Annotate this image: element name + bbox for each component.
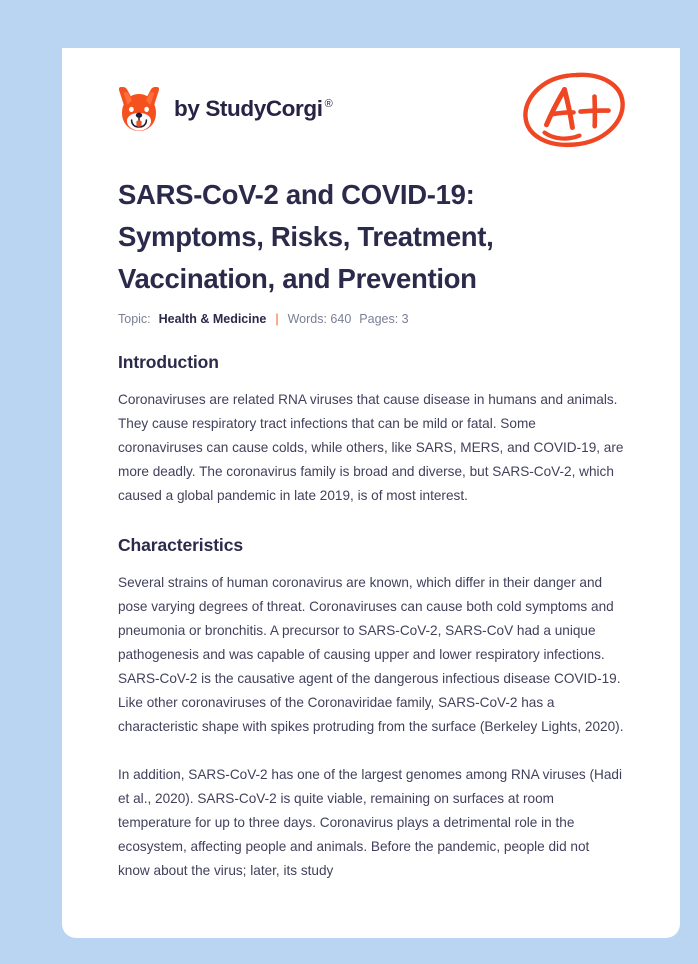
brand-name: StudyCorgi [205,95,323,121]
page-count: Pages: 3 [359,312,409,327]
studycorgi-brand[interactable] [118,86,332,132]
paragraph: Several strains of human coronavirus are known, which differ in their danger and pose varying degrees of threat. Coronaviruses can cause both cold symptoms and pneumonia or bronchitis. A precursor to SARS-CoV-2, SARS-CoV had a unique pathogenesis and was capable of causing upper and lower respiratory infections. SARS-CoV-2 is the causative agent of the dangerous infectious disease COVID-19. Like other coronaviruses of the Coronaviridae family, SARS-CoV-2 has a characteristic shape with spikes protruding from the surface (Berkeley Lights, 2020). [118,575,624,735]
topic-label: Topic: [118,312,151,327]
page-title: SARS-CoV-2 and COVID-19: Symptoms, Risks, Treatment, Vaccination, and Prevention [118,179,494,294]
section-characteristics [118,535,624,883]
registered-mark-icon: ® [324,98,333,111]
document-paper [62,48,680,938]
brand-wordmark [174,95,333,121]
section-heading: Characteristics [118,535,243,556]
corgi-logo-icon [118,86,160,132]
paragraph: In addition, SARS-CoV-2 has one of the largest genomes among RNA viruses (Hadi et al., 2020). SARS-CoV-2 is quite viable, remaining on surfaces at room temperature for up to three days. Coronavirus plays a detrimental role in the ecosystem, affecting people and animals. Before the pandemic, people did not know about the virus; later, its study [118,767,622,879]
section-heading: Introduction [118,352,219,373]
paragraph: Coronaviruses are related RNA viruses that cause disease in humans and animals. They cause respiratory tract infections that can be mild or fatal. Some coronaviruses can cause colds, while others, like SARS, MERS, and COVID-19, are more deadly. The coronavirus family is broad and diverse, but SARS-CoV-2, which caused a global pandemic in late 2019, is of most interest. [118,392,624,504]
document-header [118,48,624,152]
a-plus-grade-icon [520,66,628,152]
meta-separator: | [275,312,279,327]
topic-link[interactable]: Health & Medicine [158,312,267,327]
word-count: Words: 640 [287,312,352,327]
brand-prefix: by [174,95,206,121]
document-body [118,352,624,883]
document-meta [118,312,624,326]
section-introduction [118,352,624,508]
